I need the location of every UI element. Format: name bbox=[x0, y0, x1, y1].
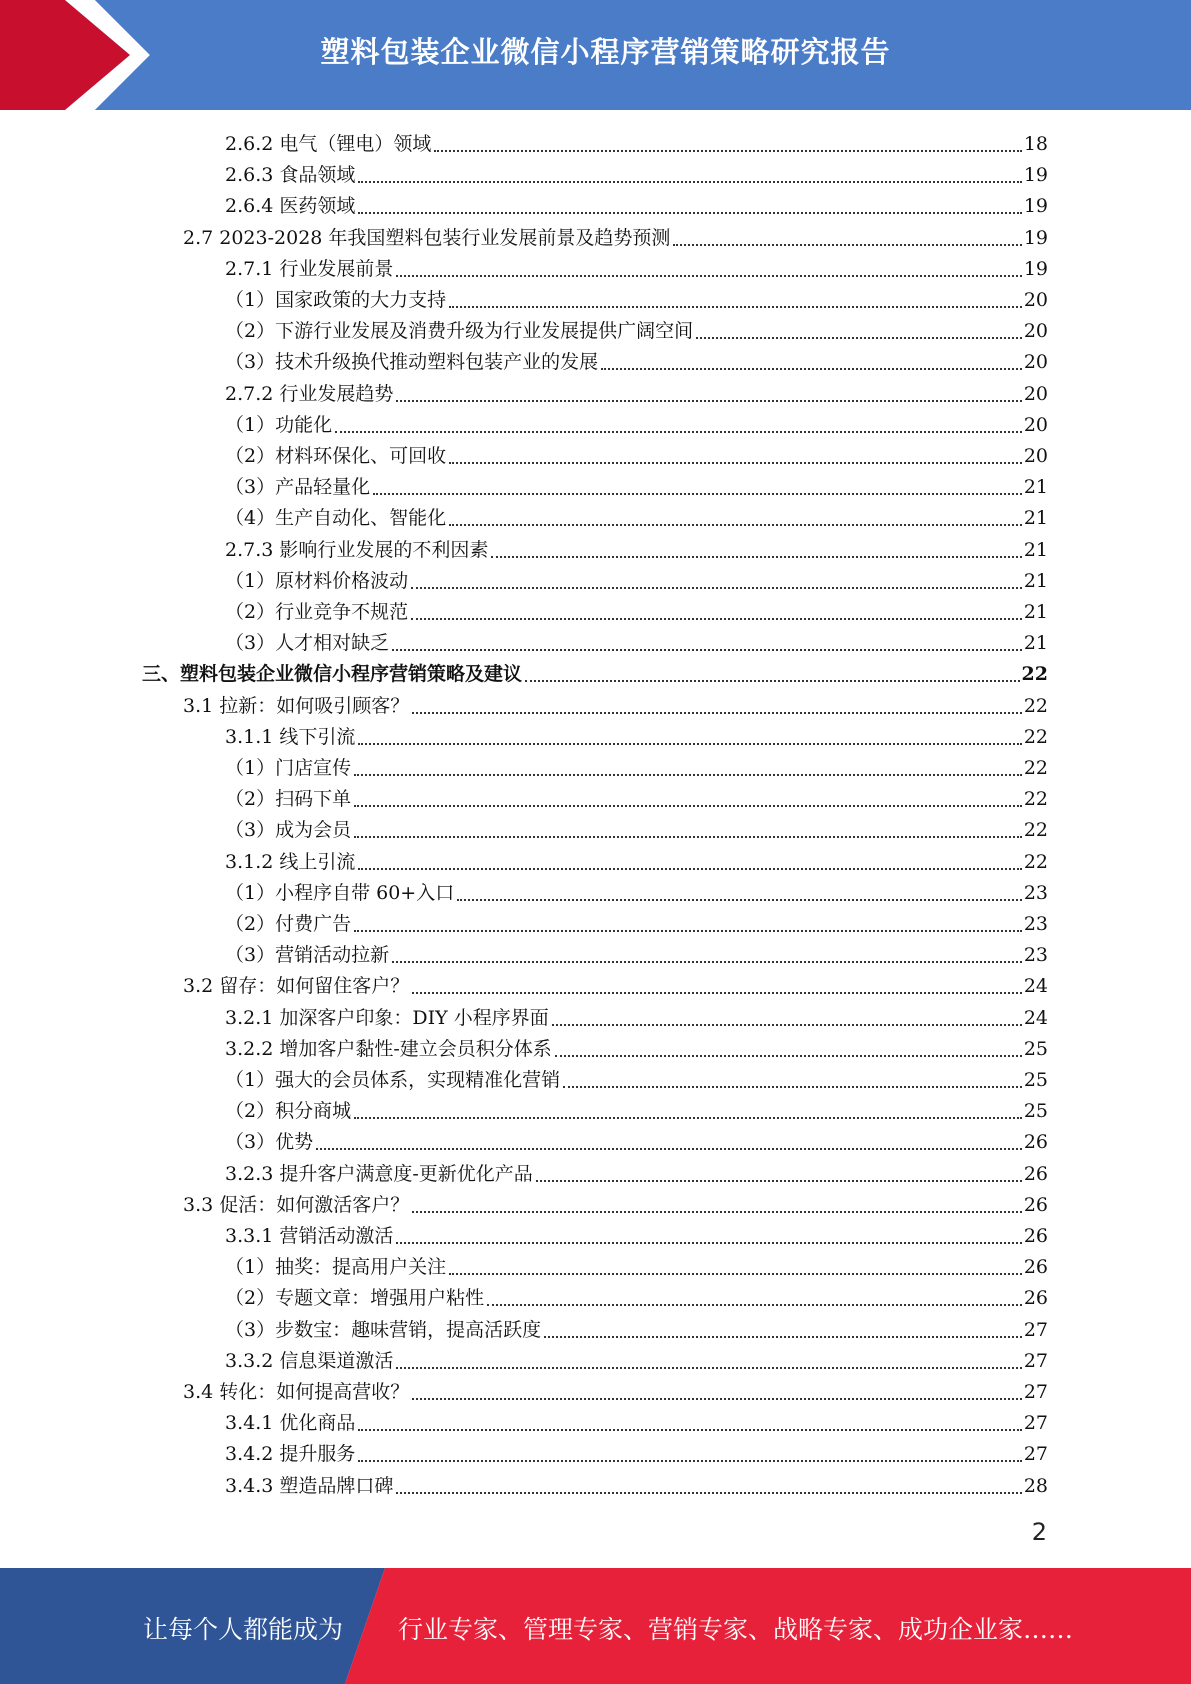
toc-entry-page: 19 bbox=[1023, 226, 1048, 249]
toc-entry-label: 3.3.1 营销活动激活 bbox=[225, 1225, 394, 1247]
toc-entry-page: 20 bbox=[1023, 320, 1048, 343]
toc-entry[interactable] bbox=[225, 470, 1048, 501]
toc-dot-leader bbox=[358, 868, 1021, 870]
toc-entry-label: 2.6.4 医药领域 bbox=[225, 195, 356, 218]
toc-entry-page: 22 bbox=[1023, 757, 1048, 779]
toc-entry[interactable] bbox=[225, 595, 1048, 626]
toc-entry-label: （3）营销活动拉新 bbox=[225, 944, 390, 967]
toc-entry[interactable] bbox=[225, 1001, 1048, 1032]
toc-entry-page: 27 bbox=[1023, 1318, 1048, 1341]
toc-entry-label: （2）专题文章：增强用户粘性 bbox=[225, 1287, 485, 1310]
toc-dot-leader bbox=[354, 836, 1022, 838]
toc-entry-page: 27 bbox=[1023, 1443, 1048, 1466]
toc-entry[interactable] bbox=[225, 189, 1048, 220]
toc-dot-leader bbox=[396, 1242, 1021, 1244]
toc-entry[interactable] bbox=[225, 1406, 1048, 1437]
toc-entry-label: 2.6.3 食品领域 bbox=[225, 164, 356, 187]
toc-dot-leader bbox=[396, 275, 1021, 277]
toc-entry-page: 20 bbox=[1023, 289, 1048, 311]
toc-entry-label: 3.4 转化：如何提高营收？ bbox=[183, 1381, 410, 1403]
toc-entry-label: （4）生产自动化、智能化 bbox=[225, 507, 447, 530]
toc-entry-page: 23 bbox=[1023, 881, 1048, 904]
toc-entry-page: 19 bbox=[1023, 164, 1048, 187]
toc-entry[interactable] bbox=[183, 689, 1048, 720]
toc-entry-page: 20 bbox=[1023, 445, 1048, 467]
toc-entry[interactable] bbox=[225, 1469, 1048, 1500]
toc-dot-leader bbox=[696, 337, 1022, 339]
toc-dot-leader bbox=[434, 150, 1021, 152]
toc-entry-page: 27 bbox=[1023, 1349, 1048, 1372]
toc-entry[interactable] bbox=[225, 938, 1048, 969]
toc-entry-page: 26 bbox=[1023, 1287, 1048, 1310]
footer-slogan-left: 让每个人都能成为 bbox=[143, 1615, 344, 1644]
toc-entry-label: 2.7.3 影响行业发展的不利因素 bbox=[225, 538, 489, 561]
toc-entry-label: 2.7.2 行业发展趋势 bbox=[225, 382, 394, 405]
toc-dot-leader bbox=[412, 992, 1022, 994]
toc-entry-label: 3.3.2 信息渠道激活 bbox=[225, 1349, 394, 1372]
toc-entry-page: 25 bbox=[1023, 1100, 1048, 1123]
page-header bbox=[0, 0, 1191, 110]
toc-entry-page: 28 bbox=[1023, 1474, 1048, 1497]
toc-entry-label: 2.7.1 行业发展前景 bbox=[225, 257, 394, 280]
toc-entry-page: 27 bbox=[1023, 1381, 1048, 1403]
toc-entry-label: 3.4.2 提升服务 bbox=[225, 1443, 356, 1466]
toc-entry-label: （1）门店宣传 bbox=[225, 757, 352, 779]
toc-entry-label: 3.2.1 加深客户印象：DIY 小程序界面 bbox=[225, 1006, 549, 1029]
toc-dot-leader bbox=[354, 930, 1022, 932]
toc-entry[interactable] bbox=[225, 813, 1048, 844]
toc-entry-label: （1）原材料价格波动 bbox=[225, 569, 409, 592]
toc-entry-page: 20 bbox=[1023, 382, 1048, 405]
toc-dot-leader bbox=[491, 556, 1021, 558]
toc-entry-label: （3）优势 bbox=[225, 1131, 314, 1154]
toc-entry-page: 23 bbox=[1023, 944, 1048, 967]
toc-entry[interactable] bbox=[225, 252, 1048, 283]
toc-entry[interactable] bbox=[225, 283, 1048, 314]
report-title: 塑料包装企业微信小程序营销策略研究报告 bbox=[320, 35, 891, 69]
toc-entry-label: （1）强大的会员体系，实现精准化营销 bbox=[225, 1069, 561, 1091]
toc-entry[interactable] bbox=[225, 533, 1048, 564]
toc-entry-label: 3.4.3 塑造品牌口碑 bbox=[225, 1474, 394, 1497]
toc-entry[interactable] bbox=[225, 127, 1048, 158]
toc-entry-label: 3.2 留存：如何留住客户？ bbox=[183, 975, 410, 998]
toc-entry-label: 三、塑料包装企业微信小程序营销策略及建议 bbox=[142, 663, 523, 686]
toc-entry-page: 22 bbox=[1023, 788, 1048, 811]
toc-entry[interactable] bbox=[225, 626, 1048, 657]
toc-entry[interactable] bbox=[225, 1032, 1048, 1063]
toc-entry-label: （3）人才相对缺乏 bbox=[225, 632, 390, 655]
toc-entry[interactable] bbox=[225, 876, 1048, 907]
page-footer bbox=[0, 1568, 1191, 1684]
toc-entry[interactable] bbox=[225, 845, 1048, 876]
toc-dot-leader bbox=[525, 680, 1020, 682]
toc-entry-page: 22 bbox=[1023, 725, 1048, 748]
toc-entry-page: 24 bbox=[1023, 975, 1048, 998]
toc-dot-leader bbox=[396, 1492, 1021, 1494]
toc-entry-label: （3）产品轻量化 bbox=[225, 476, 371, 499]
toc-entry-page: 24 bbox=[1023, 1006, 1048, 1029]
toc-dot-leader bbox=[449, 524, 1022, 526]
toc-entry[interactable] bbox=[183, 969, 1048, 1000]
toc-entry-label: （1）功能化 bbox=[225, 413, 333, 436]
toc-dot-leader bbox=[487, 1304, 1022, 1306]
toc-dot-leader bbox=[316, 1148, 1022, 1150]
toc-entry-page: 26 bbox=[1023, 1131, 1048, 1154]
toc-dot-leader bbox=[601, 368, 1022, 370]
toc-entry-page: 26 bbox=[1023, 1225, 1048, 1247]
toc-dot-leader bbox=[354, 805, 1022, 807]
toc-entry[interactable] bbox=[142, 657, 1048, 688]
toc-entry-page: 23 bbox=[1023, 913, 1048, 935]
toc-entry-page: 20 bbox=[1023, 351, 1048, 374]
toc-entry-label: （2）材料环保化、可回收 bbox=[225, 445, 447, 467]
toc-dot-leader bbox=[358, 181, 1021, 183]
toc-entry-label: （2）下游行业发展及消费升级为行业发展提供广阔空间 bbox=[225, 320, 694, 343]
toc-entry-page: 19 bbox=[1023, 257, 1048, 280]
toc-entry[interactable] bbox=[225, 1437, 1048, 1468]
toc-entry-page: 26 bbox=[1023, 1193, 1048, 1216]
toc-entry-label: （3）步数宝：趣味营销，提高活跃度 bbox=[225, 1318, 542, 1341]
toc-dot-leader bbox=[358, 743, 1021, 745]
toc-entry-label: （3）技术升级换代推动塑料包装产业的发展 bbox=[225, 351, 599, 374]
toc-entry[interactable] bbox=[225, 1063, 1048, 1094]
toc-entry-page: 21 bbox=[1023, 538, 1048, 561]
toc-entry-page: 26 bbox=[1023, 1256, 1048, 1279]
toc-entry[interactable] bbox=[225, 751, 1048, 782]
toc-entry-label: 2.7 2023-2028 年我国塑料包装行业发展前景及趋势预测 bbox=[183, 226, 671, 249]
toc-entry[interactable] bbox=[225, 1157, 1048, 1188]
toc-dot-leader bbox=[411, 587, 1022, 589]
toc-dot-leader bbox=[449, 462, 1022, 464]
toc-dot-leader bbox=[358, 1429, 1021, 1431]
toc-entry-label: （3）成为会员 bbox=[225, 819, 352, 842]
toc-entry[interactable] bbox=[225, 1250, 1048, 1281]
toc-entry[interactable] bbox=[225, 377, 1048, 408]
toc-entry-label: 3.2.3 提升客户满意度-更新优化产品 bbox=[225, 1162, 533, 1185]
toc-entry-page: 21 bbox=[1023, 507, 1048, 530]
toc-entry-label: （1）国家政策的大力支持 bbox=[225, 289, 447, 311]
toc-entry[interactable] bbox=[225, 408, 1048, 439]
toc-entry-label: 3.3 促活：如何激活客户？ bbox=[183, 1193, 410, 1216]
toc-dot-leader bbox=[555, 1055, 1022, 1057]
toc-entry-label: 3.2.2 增加客户黏性-建立会员积分体系 bbox=[225, 1037, 552, 1060]
toc-entry-page: 21 bbox=[1023, 476, 1048, 499]
toc-entry-page: 21 bbox=[1023, 601, 1048, 623]
toc-dot-leader bbox=[412, 712, 1022, 714]
toc-entry[interactable] bbox=[225, 782, 1048, 813]
toc-entry[interactable] bbox=[225, 1313, 1048, 1344]
toc-entry-page: 26 bbox=[1023, 1162, 1048, 1185]
toc-entry[interactable] bbox=[225, 439, 1048, 470]
toc-entry-page: 19 bbox=[1023, 195, 1048, 218]
toc-entry[interactable] bbox=[225, 1219, 1048, 1250]
toc-entry-label: （2）付费广告 bbox=[225, 913, 352, 935]
toc-dot-leader bbox=[552, 1024, 1022, 1026]
toc-entry[interactable] bbox=[183, 1188, 1048, 1219]
toc-entry-page: 25 bbox=[1023, 1069, 1048, 1091]
toc-entry[interactable] bbox=[225, 1281, 1048, 1312]
toc-dot-leader bbox=[354, 1117, 1022, 1119]
toc-dot-leader bbox=[563, 1086, 1022, 1088]
toc-dot-leader bbox=[335, 431, 1022, 433]
toc-entry[interactable] bbox=[225, 314, 1048, 345]
toc-entry-page: 18 bbox=[1023, 133, 1048, 155]
toc-entry-page: 22 bbox=[1023, 819, 1048, 842]
toc-entry-label: （1）抽奖：提高用户关注 bbox=[225, 1256, 447, 1279]
toc-entry-page: 25 bbox=[1023, 1037, 1048, 1060]
toc-entry-page: 21 bbox=[1023, 569, 1048, 592]
toc-entry-page: 20 bbox=[1023, 413, 1048, 436]
toc-dot-leader bbox=[457, 899, 1022, 901]
toc-dot-leader bbox=[412, 1398, 1022, 1400]
toc-dot-leader bbox=[392, 961, 1022, 963]
toc-entry[interactable] bbox=[225, 564, 1048, 595]
toc-entry[interactable] bbox=[225, 1094, 1048, 1125]
toc-entry[interactable] bbox=[225, 1344, 1048, 1375]
page-number: 2 bbox=[1031, 1518, 1047, 1546]
toc-entry[interactable] bbox=[225, 720, 1048, 751]
toc-entry-label: 3.4.1 优化商品 bbox=[225, 1412, 356, 1435]
toc-entry[interactable] bbox=[183, 1375, 1048, 1406]
toc-entry-page: 21 bbox=[1023, 632, 1048, 655]
toc-entry[interactable] bbox=[225, 345, 1048, 376]
toc-dot-leader bbox=[536, 1180, 1022, 1182]
toc-entry[interactable] bbox=[225, 1125, 1048, 1156]
toc-entry-label: 3.1 拉新：如何吸引顾客？ bbox=[183, 694, 410, 717]
toc-dot-leader bbox=[412, 1211, 1022, 1213]
toc-entry-page: 22 bbox=[1023, 850, 1048, 873]
toc-entry-page: 27 bbox=[1023, 1412, 1048, 1435]
toc-entry-label: 3.1.2 线上引流 bbox=[225, 850, 356, 873]
toc-dot-leader bbox=[373, 493, 1022, 495]
toc-dot-leader bbox=[449, 1273, 1022, 1275]
toc-entry-label: 3.1.1 线下引流 bbox=[225, 725, 356, 748]
toc-entry-label: （2）积分商城 bbox=[225, 1100, 352, 1123]
toc-entry-label: （2）扫码下单 bbox=[225, 788, 352, 811]
toc-dot-leader bbox=[544, 1336, 1022, 1338]
toc-dot-leader bbox=[673, 244, 1021, 246]
toc-dot-leader bbox=[449, 306, 1022, 308]
toc-entry-page: 22 bbox=[1023, 694, 1048, 717]
toc-dot-leader bbox=[396, 1367, 1021, 1369]
toc-dot-leader bbox=[392, 649, 1022, 651]
toc-dot-leader bbox=[411, 618, 1022, 620]
toc-entry[interactable] bbox=[225, 501, 1048, 532]
toc-entry[interactable] bbox=[225, 907, 1048, 938]
toc-dot-leader bbox=[354, 774, 1022, 776]
toc-entry[interactable] bbox=[183, 221, 1048, 252]
toc-entry-label: （2）行业竞争不规范 bbox=[225, 601, 409, 623]
footer-slogan-right: 行业专家、管理专家、营销专家、战略专家、成功企业家…… bbox=[398, 1615, 1074, 1644]
toc-dot-leader bbox=[358, 212, 1021, 214]
toc-entry-page: 22 bbox=[1021, 663, 1048, 686]
toc-entry[interactable] bbox=[225, 158, 1048, 189]
toc-entry-label: 2.6.2 电气（锂电）领域 bbox=[225, 133, 432, 155]
toc-entry-label: （1）小程序自带 60+入口 bbox=[225, 881, 455, 904]
toc-dot-leader bbox=[358, 1460, 1021, 1462]
toc-dot-leader bbox=[396, 400, 1021, 402]
